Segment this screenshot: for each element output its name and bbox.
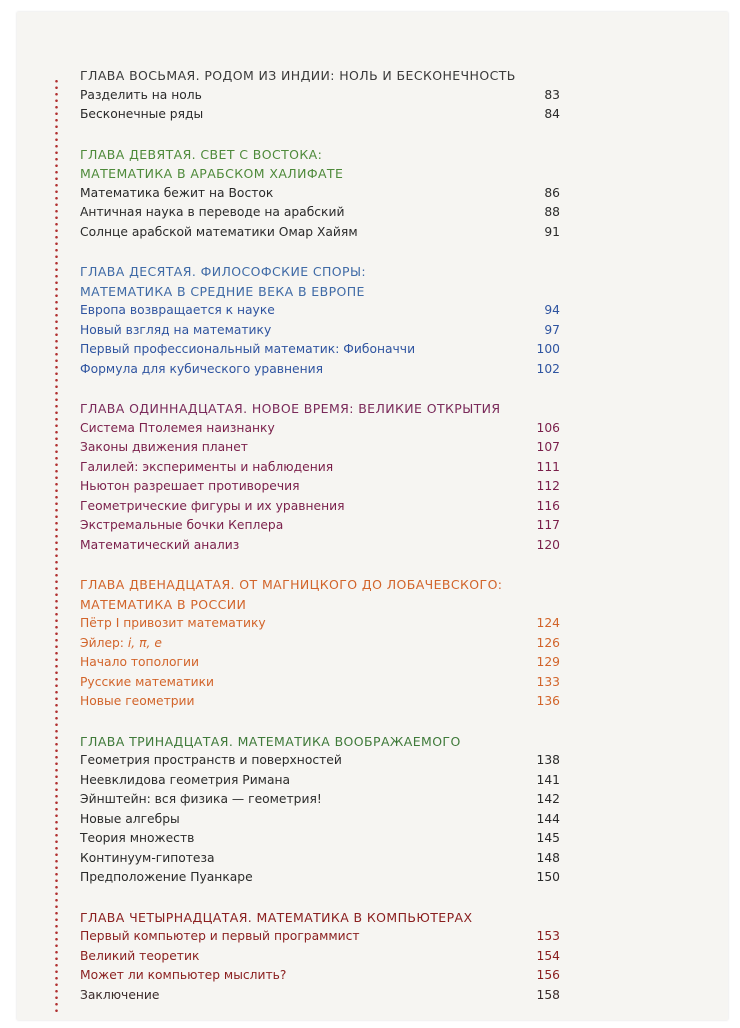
entry-title: Солнце арабской математики Омар Хайям (80, 224, 358, 239)
entry-page: 112 (536, 479, 560, 493)
entry-title: Новые геометрии (80, 694, 195, 708)
toc-entry[interactable] (80, 203, 560, 223)
entry-title: Начало топологии (80, 655, 199, 669)
toc-entry[interactable] (80, 810, 560, 830)
entry-title: Математический анализ (80, 537, 240, 552)
entry-page: 91 (544, 224, 560, 239)
entry-title: Античная наука в переводе на арабский (80, 205, 345, 219)
entry-page: 83 (544, 87, 560, 102)
entry-page: 100 (536, 342, 560, 356)
chapter-title: ГЛАВА ДЕСЯТАЯ. ФИЛОСОФСКИЕ СПОРЫ: (80, 264, 367, 279)
toc-entry[interactable] (80, 223, 560, 243)
chapter-14 (80, 908, 560, 1006)
entry-page: 144 (536, 811, 560, 826)
entry-title: Пётр I привозит математику (80, 616, 266, 630)
entry-title: Новый взгляд на математику (80, 322, 272, 337)
entry-page: 126 (536, 635, 560, 650)
toc-entry[interactable] (80, 438, 560, 458)
entry-page: 156 (536, 968, 560, 982)
chapter-title: ГЛАВА ОДИННАДЦАТАЯ. НОВОЕ ВРЕМЯ: ВЕЛИКИЕ ОТКРЫТИЯ (80, 401, 501, 416)
toc-entry[interactable] (80, 360, 560, 380)
entry-page: 88 (544, 205, 560, 219)
toc-entry[interactable] (80, 105, 560, 125)
entry-title: Ньютон разрешает противоречия (80, 479, 300, 493)
entry-title: Эйлер: (80, 635, 128, 650)
entry-page: 124 (536, 616, 560, 630)
toc-entry[interactable] (80, 790, 560, 810)
entry-title: Законы движения планет (80, 440, 248, 454)
entry-title-italic: i, π, e (127, 635, 162, 650)
entry-page: 138 (536, 753, 560, 767)
toc-entry[interactable] (80, 829, 560, 849)
entry-title: Русские математики (80, 674, 215, 689)
chapter-title: ГЛАВА ТРИНАДЦАТАЯ. МАТЕМАТИКА ВООБРАЖАЕМОГО (80, 733, 461, 749)
entry-page: 129 (536, 655, 560, 669)
toc-entry[interactable] (80, 986, 560, 1006)
chapter-13 (80, 732, 560, 888)
chapter-9 (80, 145, 560, 243)
chapter-title: ГЛАВА ДЕВЯТАЯ. СВЕТ С ВОСТОКА: (80, 146, 323, 162)
toc-entry[interactable] (80, 301, 560, 321)
entry-page: 94 (544, 303, 560, 317)
chapter-8 (80, 66, 560, 125)
book-page (17, 12, 728, 1020)
entry-title: Континуум-гипотеза (80, 850, 215, 865)
entry-title: Геометрические фигуры и их уравнения (80, 498, 345, 513)
entry-title: Новые алгебры (80, 811, 180, 826)
toc-entry[interactable] (80, 536, 560, 556)
entry-title: Геометрия пространств и поверхностей (80, 753, 342, 767)
toc-entry[interactable] (80, 321, 560, 341)
entry-page: 120 (536, 537, 560, 552)
entry-page: 107 (536, 440, 560, 454)
entry-title: Формула для кубического уравнения (80, 361, 324, 376)
entry-page: 106 (536, 420, 560, 435)
entry-page: 86 (544, 185, 560, 200)
chapter-title: ГЛАВА ДВЕНАДЦАТАЯ. ОТ МАГНИЦКОГО ДО ЛОБАЧЕВСКОГО: (80, 577, 503, 592)
chapter-title: ГЛАВА ЧЕТЫРНАДЦАТАЯ. МАТЕМАТИКА В КОМПЬЮТЕРАХ (80, 909, 473, 925)
entry-page: 136 (536, 694, 560, 708)
entry-page: 111 (536, 459, 560, 474)
entry-page: 117 (536, 518, 560, 532)
toc-entry[interactable] (80, 653, 560, 673)
toc-entry[interactable] (80, 86, 560, 106)
entry-page: 97 (544, 322, 560, 337)
entry-page: 158 (536, 987, 560, 1002)
entry-title: Теория множеств (80, 831, 195, 845)
toc-entry[interactable] (80, 673, 560, 693)
toc-entry[interactable] (80, 692, 560, 712)
toc-entry[interactable] (80, 419, 560, 439)
entry-title: Предположение Пуанкаре (80, 870, 253, 884)
toc-entry[interactable] (80, 340, 560, 360)
toc-entry[interactable] (80, 477, 560, 497)
chapter-title: МАТЕМАТИКА В АРАБСКОМ ХАЛИФАТЕ (80, 166, 344, 181)
toc-entry[interactable] (80, 497, 560, 517)
toc-entry[interactable] (80, 927, 560, 947)
entry-title: Математика бежит на Восток (80, 185, 274, 200)
entry-title: Заключение (80, 987, 160, 1002)
toc-entry[interactable] (80, 771, 560, 791)
entry-page: 102 (536, 361, 560, 376)
chapter-12 (80, 575, 560, 712)
toc-entry[interactable] (80, 634, 560, 654)
entry-title: Неевклидова геометрия Римана (80, 772, 291, 787)
chapter-11 (80, 399, 560, 555)
entry-title: Система Птолемея наизнанку (80, 420, 275, 435)
entry-title: Галилей: эксперименты и наблюдения (80, 459, 334, 474)
entry-title: Разделить на ноль (80, 87, 202, 102)
entry-page: 116 (536, 498, 560, 513)
entry-title: Экстремальные бочки Кеплера (80, 518, 284, 532)
toc-entry[interactable] (80, 868, 560, 888)
entry-page: 84 (544, 107, 560, 121)
entry-page: 150 (536, 870, 560, 884)
entry-title: Великий теоретик (80, 948, 200, 963)
table-of-contents (80, 66, 560, 1020)
entry-title: Бесконечные ряды (80, 107, 204, 121)
entry-title: Может ли компьютер мыслить? (80, 968, 287, 982)
chapter-10 (80, 262, 560, 379)
toc-entry[interactable] (80, 849, 560, 869)
toc-entry[interactable] (80, 458, 560, 478)
entry-title: Эйнштейн: вся физика — геометрия! (80, 792, 322, 806)
entry-title: Первый компьютер и первый программист (80, 929, 360, 943)
chapter-title: МАТЕМАТИКА В СРЕДНИЕ ВЕКА В ЕВРОПЕ (80, 283, 365, 299)
chapter-title: МАТЕМАТИКА В РОССИИ (80, 596, 247, 612)
toc-entry[interactable] (80, 614, 560, 634)
entry-title: Первый профессиональный математик: Фибоначчи (80, 342, 416, 356)
entry-page: 133 (536, 674, 560, 689)
dotted-margin-line (55, 78, 58, 1013)
chapter-title: ГЛАВА ВОСЬМАЯ. РОДОМ ИЗ ИНДИИ: НОЛЬ И БЕСКОНЕЧНОСТЬ (80, 68, 516, 83)
entry-page: 141 (536, 772, 560, 787)
toc-entry[interactable] (80, 184, 560, 204)
entry-page: 142 (536, 792, 560, 806)
toc-entry[interactable] (80, 966, 560, 986)
entry-page: 145 (536, 831, 560, 845)
toc-entry[interactable] (80, 516, 560, 536)
entry-page: 154 (536, 948, 560, 963)
entry-page: 153 (536, 929, 560, 943)
entry-title: Европа возвращается к науке (80, 303, 275, 317)
toc-entry[interactable] (80, 947, 560, 967)
toc-entry[interactable] (80, 751, 560, 771)
entry-page: 148 (536, 850, 560, 865)
